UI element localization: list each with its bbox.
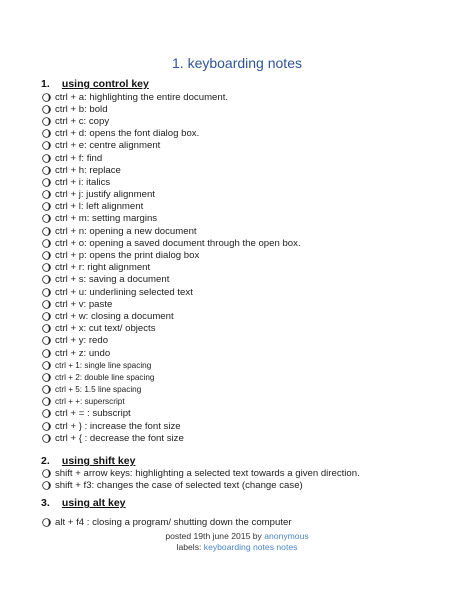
section-heading-control (41, 78, 149, 90)
list-item (42, 262, 301, 274)
moon-circle-icon (42, 129, 51, 138)
list-item-text: ctrl + 2: double line spacing (55, 372, 155, 382)
list-item-text: ctrl + c: copy (55, 115, 110, 127)
list-item-text: ctrl + o: opening a saved document through the open box. (55, 237, 301, 249)
list-item-text: ctrl + 1: single line spacing (55, 360, 152, 370)
section-number: 2. (41, 455, 50, 467)
moon-circle-icon (42, 178, 51, 187)
moon-circle-icon (42, 349, 51, 358)
moon-circle-icon (42, 190, 51, 199)
list-item-text: ctrl + y: redo (55, 335, 109, 347)
moon-circle-icon (42, 422, 51, 431)
list-item-text: ctrl + r: right alignment (55, 262, 151, 274)
list-item (42, 176, 301, 188)
moon-circle-icon (42, 202, 51, 211)
list-item-text: shift + f3: changes the case of selected text (change case) (55, 479, 303, 491)
labels-link[interactable]: keyboarding notes notes (203, 542, 298, 552)
shift-key-list (42, 467, 360, 491)
list-item-text: ctrl + 5: 1.5 line spacing (55, 385, 142, 395)
list-item (42, 274, 301, 286)
author-link[interactable]: anonymous (264, 531, 309, 541)
section-number: 1. (41, 78, 50, 90)
list-item-text: ctrl + } : increase the font size (55, 420, 181, 432)
list-item-text: ctrl + l: left alignment (55, 201, 144, 213)
list-item (42, 396, 301, 408)
list-item (42, 164, 301, 176)
post-info (0, 531, 474, 541)
list-item (42, 310, 301, 322)
list-item (42, 420, 301, 432)
list-item (42, 115, 301, 127)
list-item (42, 103, 301, 115)
posted-text: posted 19th june 2015 by (165, 531, 262, 541)
moon-circle-icon (42, 141, 51, 150)
moon-circle-icon (42, 263, 51, 272)
section-title: using control key (61, 78, 149, 90)
section-title: using shift key (61, 455, 136, 467)
list-item (42, 335, 301, 347)
list-item (42, 249, 301, 261)
list-item-text: ctrl + b: bold (55, 103, 108, 115)
list-item-text: ctrl + x: cut text/ objects (55, 323, 156, 335)
moon-circle-icon (42, 373, 51, 382)
list-item-text: ctrl + { : decrease the font size (55, 432, 184, 444)
moon-circle-icon (42, 385, 51, 394)
moon-circle-icon (42, 93, 51, 102)
list-item-text: ctrl + s: saving a document (55, 274, 170, 286)
list-item (42, 479, 360, 491)
list-item (42, 298, 301, 310)
moon-circle-icon (42, 214, 51, 223)
list-item (42, 359, 301, 371)
list-item (42, 323, 301, 335)
list-item-text: ctrl + j: justify alignment (55, 189, 155, 201)
list-item-text: ctrl + +: superscript (55, 397, 125, 407)
list-item (42, 152, 301, 164)
list-item-text: ctrl + p: opens the print dialog box (55, 250, 200, 262)
moon-circle-icon (42, 324, 51, 333)
list-item (42, 286, 301, 298)
moon-circle-icon (42, 275, 51, 284)
moon-circle-icon (42, 227, 51, 236)
labels-info (0, 542, 474, 552)
list-item-text: ctrl + z: undo (55, 347, 111, 359)
labels-prefix: labels: (176, 542, 202, 552)
moon-circle-icon (42, 154, 51, 163)
moon-circle-icon (42, 312, 51, 321)
list-item-text: ctrl + = : subscript (55, 408, 131, 420)
list-item-text: ctrl + e: centre alignment (55, 140, 161, 152)
moon-circle-icon (42, 481, 51, 490)
moon-circle-icon (42, 166, 51, 175)
moon-circle-icon (42, 239, 51, 248)
list-item-text: ctrl + v: paste (55, 298, 113, 310)
moon-circle-icon (42, 288, 51, 297)
alt-key-list (42, 516, 292, 528)
moon-circle-icon (42, 300, 51, 309)
list-item-text: ctrl + i: italics (55, 176, 111, 188)
list-item-text: ctrl + m: setting margins (55, 213, 158, 225)
list-item (42, 408, 301, 420)
section-number: 3. (41, 497, 50, 509)
moon-circle-icon (42, 397, 51, 406)
moon-circle-icon (42, 409, 51, 418)
list-item-text: ctrl + a: highlighting the entire document. (55, 91, 229, 103)
list-item-text: ctrl + d: opens the font dialog box. (55, 128, 200, 140)
list-item-text: ctrl + u: underlining selected text (55, 286, 193, 298)
list-item-text: ctrl + h: replace (55, 164, 121, 176)
list-item (42, 516, 292, 528)
moon-circle-icon (42, 117, 51, 126)
list-item (42, 225, 301, 237)
list-item-text: alt + f4 : closing a program/ shutting down the computer (55, 516, 292, 528)
section-heading-alt (41, 497, 126, 509)
list-item (42, 371, 301, 383)
list-item (42, 432, 301, 444)
list-item-text: ctrl + n: opening a new document (55, 225, 197, 237)
list-item (42, 140, 301, 152)
list-item (42, 128, 301, 140)
moon-circle-icon (42, 361, 51, 370)
list-item (42, 189, 301, 201)
section-title: using alt key (61, 497, 126, 509)
list-item (42, 237, 301, 249)
moon-circle-icon (42, 251, 51, 260)
moon-circle-icon (42, 469, 51, 478)
moon-circle-icon (42, 518, 51, 527)
section-heading-shift (41, 455, 135, 467)
list-item (42, 467, 360, 479)
moon-circle-icon (42, 336, 51, 345)
list-item-text: ctrl + w: closing a document (55, 310, 174, 322)
moon-circle-icon (42, 434, 51, 443)
list-item (42, 384, 301, 396)
list-item (42, 201, 301, 213)
list-item (42, 91, 301, 103)
moon-circle-icon (42, 105, 51, 114)
page-title: 1. keyboarding notes (172, 55, 302, 71)
list-item (42, 213, 301, 225)
list-item-text: ctrl + f: find (55, 152, 103, 164)
control-key-list (42, 91, 301, 444)
list-item-text: shift + arrow keys: highlighting a selected text towards a given direction. (55, 467, 360, 479)
list-item (42, 347, 301, 359)
